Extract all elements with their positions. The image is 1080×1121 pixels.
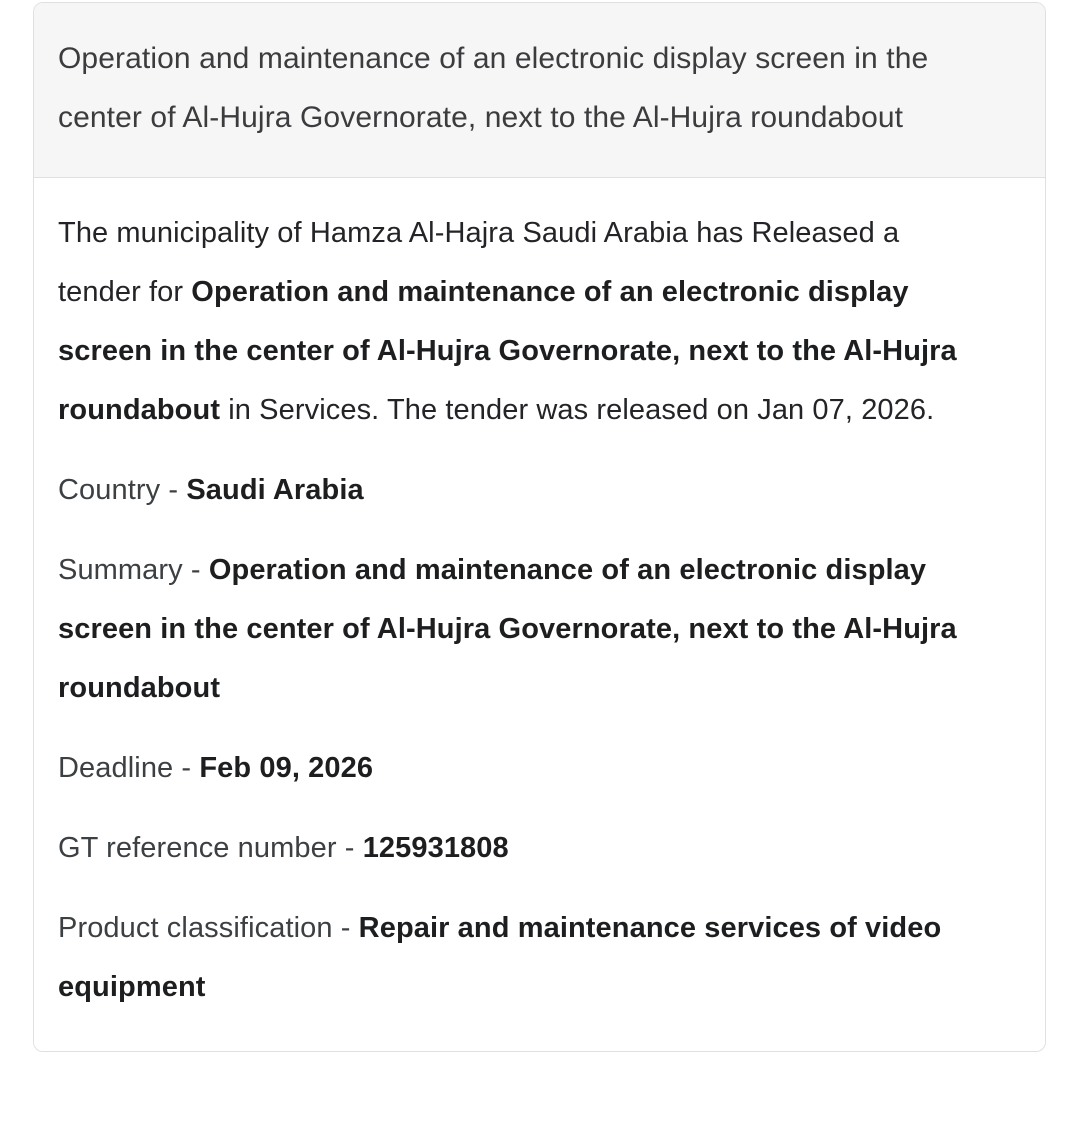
intro-tender-name: Operation and maintenance of an electronic display screen in the center of Al-Hujra Governorate, next to the Al-Hujra roundabout <box>58 276 957 426</box>
detail-label-deadline: Deadline - <box>58 752 200 784</box>
card-header <box>34 3 1045 178</box>
detail-row-summary <box>58 541 989 718</box>
tender-intro-paragraph <box>58 204 989 440</box>
detail-value-gt-reference-number: 125931808 <box>362 832 509 864</box>
detail-value-deadline: Feb 09, 2026 <box>199 752 374 784</box>
card-body <box>34 178 1045 1051</box>
intro-trailing-text: . <box>926 394 935 426</box>
detail-label-product-classification: Product classification - <box>58 912 359 944</box>
detail-row-product-classification <box>58 899 989 1017</box>
detail-row-country <box>58 461 989 520</box>
detail-row-deadline <box>58 739 989 798</box>
detail-value-summary: Operation and maintenance of an electronic display screen in the center of Al-Hujra Governorate, next to the Al-Hujra roundabout <box>58 554 957 704</box>
intro-release-date: Jan 07, 2026 <box>757 394 927 426</box>
detail-label-country: Country - <box>58 474 187 506</box>
detail-value-product-classification: Repair and maintenance services of video equipment <box>58 912 942 1003</box>
intro-lead-text: The municipality of Hamza Al-Hajra Saudi Arabia has Released a tender for <box>58 217 900 308</box>
intro-middle-text: in Services. The tender was released on <box>220 394 758 426</box>
detail-label-summary: Summary - <box>58 554 209 586</box>
detail-value-country: Saudi Arabia <box>186 474 364 506</box>
tender-detail-card <box>33 2 1046 1052</box>
page-title: Operation and maintenance of an electronic display screen in the center of Al-Hujra Governorate, next to the Al-Hujra roundabout <box>58 42 929 134</box>
detail-label-gt-reference-number: GT reference number - <box>58 832 363 864</box>
detail-row-gt-reference-number <box>58 819 989 878</box>
